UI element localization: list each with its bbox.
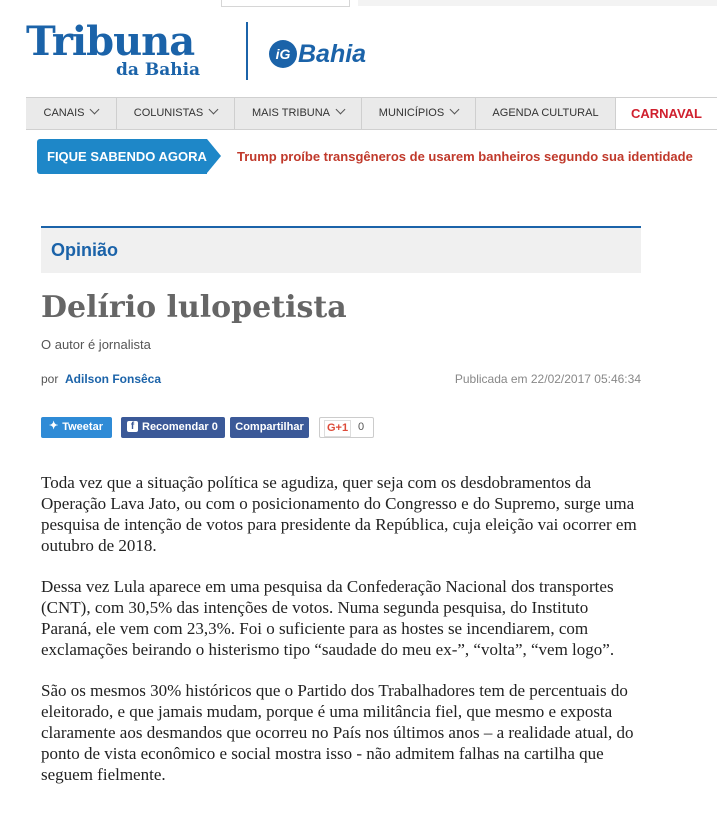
ticker-arrow-icon [207,139,221,173]
byline: por Adilson Fonsêca [41,372,162,386]
chevron-down-icon [336,105,346,115]
nav-item-carnaval[interactable]: CARNAVAL [616,98,717,129]
chevron-down-icon [450,105,460,115]
article-subtitle: O autor é jornalista [41,337,151,352]
ticker-label: FIQUE SABENDO AGORA [37,139,207,174]
ticker-headline-link[interactable]: Trump proíbe transgêneros de usarem banheiros segundo sua identidade [237,149,693,164]
article-title: Delírio lulopetista [41,290,347,325]
google-plus-button[interactable] [319,417,374,438]
ig-logo-icon: iG [269,40,297,68]
logo-divider [246,22,248,80]
chevron-down-icon [90,105,100,115]
ig-bahia-text: Bahia [298,40,367,68]
section-title[interactable]: Opinião [51,240,118,260]
nav-item-colunistas[interactable]: COLUNISTAS [117,98,235,129]
google-plus-icon: G+1 [324,420,351,437]
main-nav [26,97,717,130]
nav-item-canais[interactable]: CANAIS [26,98,117,129]
author-link[interactable]: Adilson Fonsêca [65,372,162,386]
logo-main-text: Tribuna [26,18,195,65]
article-paragraph: Dessa vez Lula aparece em uma pesquisa da Confederação Nacional dos transportes (CNT), com 30,5% das intenções de votos. Numa segunda pesquisa, do Instituto Paraná, ele vem com 23,3%. Foi o suficiente para as hostes se incendiarem, com exclamações beirando o histerismo tipo “saudade do meu ex-”, “volta”, “vem logo”. [41,577,615,659]
top-bar-strip [358,0,717,6]
facebook-share-button[interactable]: Compartilhar [230,417,309,438]
tweet-button[interactable]: ✦ Tweetar [41,417,112,438]
google-plus-count: 0 [358,421,365,433]
facebook-icon: f [127,421,138,432]
facebook-recommend-button[interactable]: f Recomendar 0 [121,417,225,438]
nav-item-mais-tribuna[interactable]: MAIS TRIBUNA [235,98,362,129]
twitter-bird-icon: ✦ [49,419,59,432]
logo-sub-text: da Bahia [116,60,201,80]
nav-item-municipios[interactable]: MUNICÍPIOS [362,98,476,129]
breaking-news-ticker [37,139,697,174]
article-paragraph: Toda vez que a situação política se agudiza, quer seja com os desdobramentos da Operação Lava Jato, ou com o posicionamento do Congresso e do Supremo, surge uma pesquisa de intenção de votos para presidente da República, cuja eleição vai ocorrer em outubro de 2018. [41,473,637,555]
top-search-box[interactable] [221,0,350,7]
published-date: Publicada em 22/02/2017 05:46:34 [454,372,641,386]
nav-item-agenda-cultural[interactable]: AGENDA CULTURAL [476,98,616,129]
article-paragraph: São os mesmos 30% históricos que o Partido dos Trabalhadores tem de percentuais do eleitorado, e que jamais mudam, porque é uma militância fiel, que mesmo e exposta claramente aos desmandos que ocorreu no País nos últimos anos – a realidade atual, do ponto de vista econômico e social mostra isso - não admitem falhas na cartilha que seguem fielmente. [41,681,634,784]
article-body [41,472,641,805]
section-header [41,226,641,273]
chevron-down-icon [209,105,219,115]
